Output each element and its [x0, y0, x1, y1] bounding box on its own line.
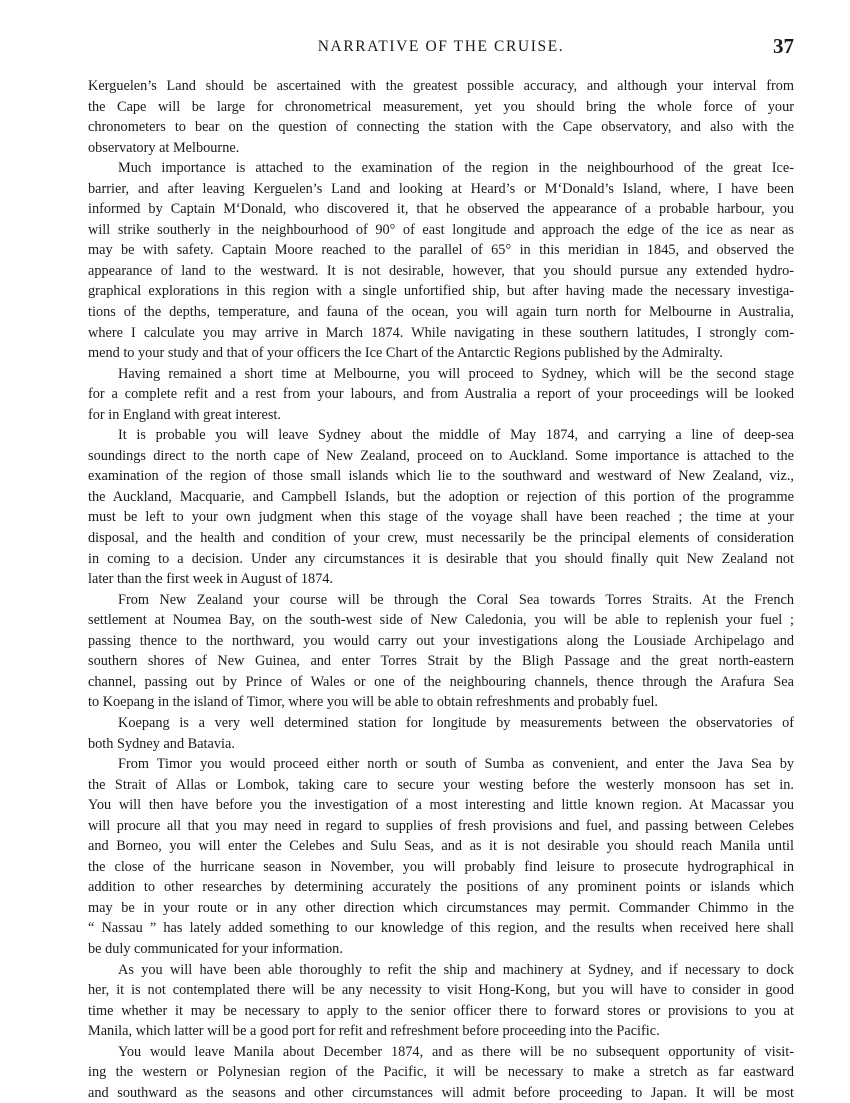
- text-line: where I calculate you may arrive in March 1874. While navigating in these southern latitudes, I strongly com-: [88, 324, 794, 341]
- paragraph: [88, 960, 794, 1042]
- text-line: addition to other researches by determining accurately the positions of any prominent points or islands which: [88, 879, 794, 896]
- text-line: will strike southerly in the neighbourhood of 90° of east longitude and approach the edge of the ice as near as: [88, 221, 794, 238]
- text-line: You would leave Manila about December 1874, and as there will be no subsequent opportunity of visit-: [118, 1043, 794, 1060]
- text-line: Koepang is a very well determined station for longitude by measurements between the observatories of: [118, 714, 794, 731]
- text-line: passing thence to the northward, you would carry out your investigations along the Lousiade Archipelago and: [88, 632, 794, 649]
- text-line: may be with safety. Captain Moore reached to the parallel of 65° in this meridian in 1845, and observed the: [88, 242, 794, 259]
- text-line: chronometers to bear on the question of connecting the station with the Cape observatory, and also with the: [88, 119, 794, 136]
- text-line: time whether it may be necessary to apply to the senior officer there to forward stores or provisions to you at: [88, 1002, 794, 1019]
- text-line: barrier, and after leaving Kerguelen’s Land and looking at Heard’s or M‘Donald’s Island, where, I have been: [88, 180, 794, 197]
- text-line: settlement at Noumea Bay, on the south-west side of New Caledonia, you will be able to replenish your fuel ;: [88, 612, 794, 629]
- text-line: Manila, which latter will be a good port for refit and refreshment before proceeding into the Pacific.: [88, 1023, 660, 1040]
- paragraph: [88, 425, 794, 589]
- paragraph: [88, 754, 794, 959]
- text-line: soundings direct to the north cape of New Zealand, proceed on to Auckland. Some importance is attached to the: [88, 447, 794, 464]
- running-title: NARRATIVE OF THE CRUISE.: [317, 38, 565, 55]
- paragraph: [88, 590, 794, 713]
- paragraph: [88, 76, 794, 158]
- text-line: will procure all that you may need in regard to supplies of fresh provisions and fuel, and passing between Celebes: [88, 817, 794, 834]
- paragraph: [88, 713, 794, 754]
- text-line: You will then have before you the investigation of a most interesting and little known region. At Macassar you: [88, 797, 794, 814]
- text-line: may be in your route or in any other direction which circumstances may permit. Commander Chimmo in the: [88, 899, 794, 916]
- text-line: to Koepang in the island of Timor, where you will be able to obtain refreshments and probably fuel.: [88, 694, 658, 711]
- text-line: tions of the depths, temperature, and fauna of the ocean, you will again turn north for Melbourne in Australia,: [88, 304, 794, 321]
- text-line: disposal, and the health and condition of your crew, must necessarily be the principal elements of consideration: [88, 530, 794, 547]
- text-line: both Sydney and Batavia.: [88, 735, 235, 752]
- page-header: [88, 36, 794, 60]
- text-line: for in England with great interest.: [88, 406, 281, 423]
- body-text: [88, 76, 794, 1103]
- text-line: “ Nassau ” has lately added something to our knowledge of this region, and the results when received here shall: [88, 920, 794, 937]
- text-line: the close of the hurricane season in November, you will probably find leisure to prosecute hydrographical in: [88, 858, 794, 875]
- text-line: mend to your study and that of your officers the Ice Chart of the Antarctic Regions published by the Admiralty.: [88, 345, 723, 362]
- text-line: Kerguelen’s Land should be ascertained with the greatest possible accuracy, and although your interval from: [88, 78, 794, 94]
- text-line: later than the first week in August of 1874.: [88, 571, 333, 588]
- text-line: southern shores of New Guinea, and enter Torres Strait by the Bligh Passage and the great north-eastern: [88, 653, 794, 670]
- text-line: the Cape will be large for chronometrical measurement, yet you should bring the whole force of your: [88, 98, 794, 115]
- text-line: must be left to your own judgment when this stage of the voyage shall have been reached ; the time at your: [88, 509, 794, 526]
- text-line: It is probable you will leave Sydney about the middle of May 1874, and carrying a line of deep-sea: [118, 427, 794, 444]
- text-line: From Timor you would proceed either north or south of Sumba as convenient, and enter the Java Sea by: [118, 756, 794, 773]
- text-line: appearance of land to the westward. It is not desirable, however, that you should pursue any extended hydro-: [88, 262, 794, 279]
- text-line: examination of the region of those small islands which lie to the southward and westward of New Zealand, viz.,: [88, 468, 794, 485]
- text-line: ing the western or Polynesian region of the Pacific, it will be necessary to make a stretch as far eastward: [88, 1064, 794, 1081]
- text-line: the Strait of Allas or Lombok, taking care to secure your westing before the westerly monsoon has set in.: [88, 776, 794, 793]
- paragraph: [88, 364, 794, 426]
- paragraph: [88, 1042, 794, 1103]
- text-line: Having remained a short time at Melbourne, you will proceed to Sydney, which will be the second stage: [118, 365, 794, 382]
- text-line: As you will have been able thoroughly to refit the ship and machinery at Sydney, and if necessary to dock: [118, 961, 794, 978]
- text-line: observatory at Melbourne.: [88, 139, 240, 156]
- text-line: and southward as the seasons and other circumstances will admit before proceeding to Japan. It will be most: [88, 1084, 794, 1101]
- text-line: the Auckland, Macquarie, and Campbell Islands, but the adoption or rejection of this portion of the programme: [88, 488, 794, 505]
- text-line: channel, passing out by Prince of Wales or one of the neighbouring channels, thence through the Arafura Sea: [88, 673, 794, 690]
- page-number: 37: [773, 34, 794, 58]
- text-line: in coming to a decision. Under any circumstances it is desirable that you should finally quit New Zealand not: [88, 550, 794, 567]
- text-line: her, it is not contemplated there will be any necessity to visit Hong-Kong, but you will have to consider in good: [88, 982, 794, 999]
- text-line: informed by Captain M‘Donald, who discovered it, that he observed the appearance of a probable harbour, you: [88, 201, 794, 218]
- text-line: and Borneo, you will enter the Celebes and Sulu Seas, and as it is not desirable you should reach Manila until: [88, 838, 794, 855]
- paragraph: [88, 158, 794, 363]
- text-line: be duly communicated for your information.: [88, 940, 343, 957]
- text-line: graphical explorations in this region with a single unfortified ship, but after having made the necessary investiga-: [88, 283, 794, 300]
- text-line: Much importance is attached to the examination of the region in the neighbourhood of the great Ice-: [118, 160, 794, 177]
- text-line: From New Zealand your course will be through the Coral Sea towards Torres Straits. At the French: [118, 591, 794, 608]
- text-line: for a complete refit and a rest from your labours, and from Australia a report of your proceedings will be looked: [88, 386, 794, 403]
